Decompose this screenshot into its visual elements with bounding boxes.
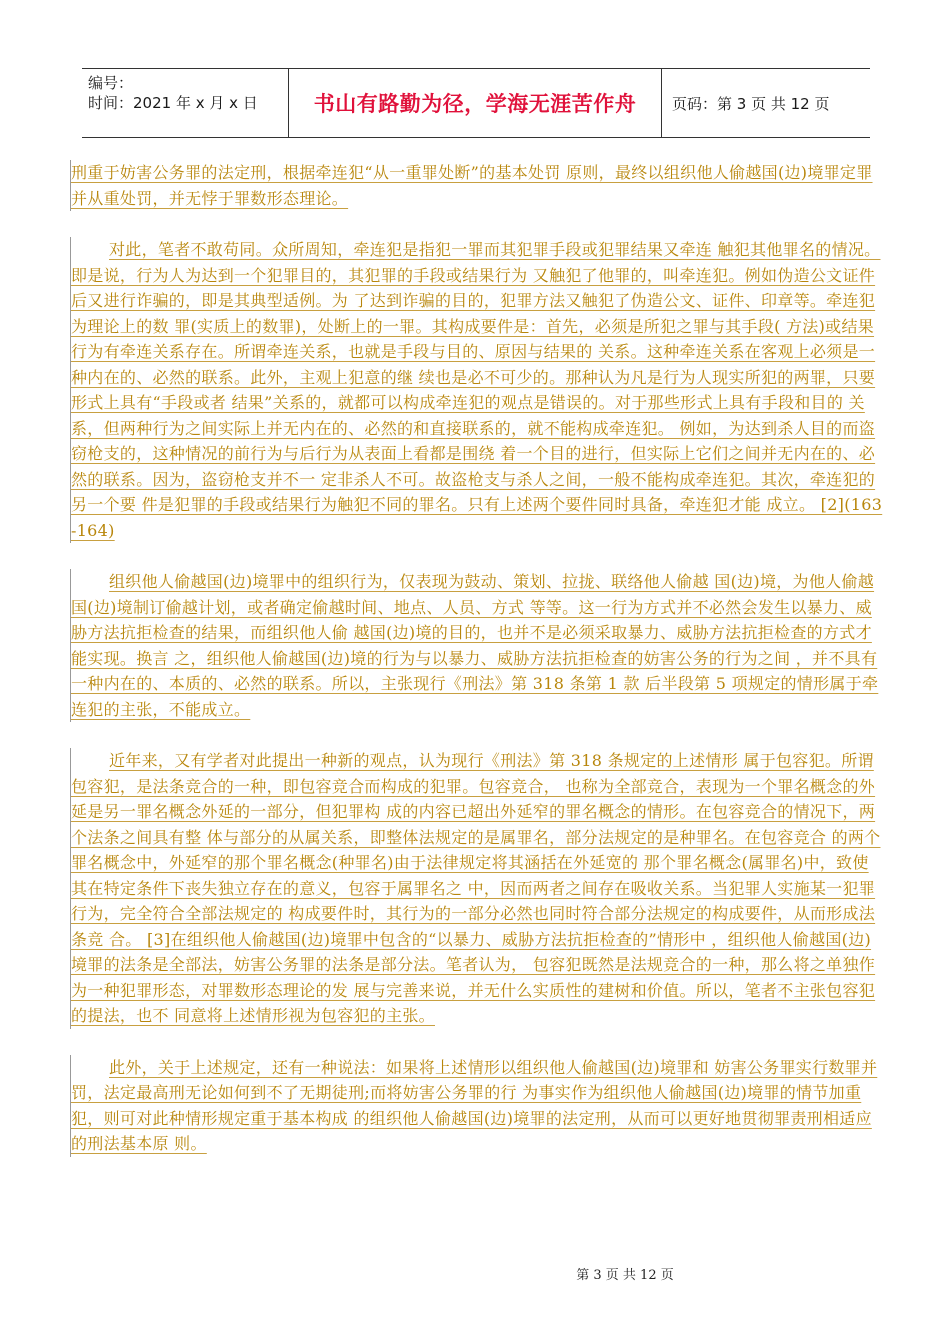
number-label: 编号： [88,74,134,92]
header-motto-cell [289,69,662,137]
header-meta [82,69,289,137]
paragraph-3 [70,569,884,722]
paragraph-text: 近年来，又有学者对此提出一种新的观点，认为现行《刑法》第 318 条规定的上述情形 属于包容犯。所谓包容犯，是法条竞合的一种，即包容竞合而构成的犯罪。包容竞合， 也称为全部竞合，表现为一个罪名概念的外延是另一罪名概念外延的一部分，但犯罪构 成的内容已超出外延窄的罪名概念的情形。在包容竞合的情况下，两个法条之间具有整 体与部分的从属关系，即整体法规定的是属罪名，部分法规定的是种罪名。在包容竞合 的两个罪名概念中，外延窄的那个罪名概念(种罪名)由于法律规定将其涵括在外延宽的 那个罪名概念(属罪名)中，致使其在特定条件下丧失独立存在的意义，包容于属罪名之 中，因而两者之间存在吸收关系。当犯罪人实施某一犯罪行为，完全符合全部法规定的 构成要件时，其行为的一部分必然也同时符合部分法规定的构成要件，从而形成法条竞 合。 [3]在组织他人偷越国(边)境罪中包含的“以暴力、威胁方法抗拒检查的”情形中 ，组织他人偷越国(边)境罪的法条是全部法，妨害公务罪的法条是部分法。笔者认为， 包容犯既然是法规竞合的一种，那么将之单独作为一种犯罪形态，对罪数形态理论的发 展与完善来说，并无什么实质性的建树和价值。所以，笔者不主张包容犯的提法，也不 同意将上述情形视为包容犯的主张。 [71,751,881,1025]
page-info-text: 页码：第 3 页 共 12 页 [672,94,830,113]
paragraph-1 [70,160,884,211]
header-page-info [662,69,870,137]
paragraph-text: 组织他人偷越国(边)境罪中的组织行为，仅表现为鼓动、策划、拉拢、联络他人偷越 国(边)境，为他人偷越国(边)境制订偷越计划，或者确定偷越时间、地点、人员、方式 等等。这一行为方式并不必然会发生以暴力、威胁方法抗拒检查的结果，而组织他人偷 越国(边)境的目的，也并不是必须采取暴力、威胁方法抗拒检查的方式才能实现。换言 之，组织他人偷越国(边)境的行为与以暴力、威胁方法抗拒检查的妨害公务的行为之间 ，并不具有一种内在的、本质的、必然的联系。所以，主张现行《刑法》第 318 条第 1 款 后半段第 5 项规定的情形属于牵连犯的主张，不能成立。 [71,572,879,719]
paragraph-5 [70,1055,884,1157]
paragraph-text: 此外，关于上述规定，还有一种说法：如果将上述情形以组织他人偷越国(边)境罪和 妨害公务罪实行数罪并罚，法定最高刑无论如何到不了无期徒刑;而将妨害公务罪的行 为事实作为组织他人偷越国(边)境罪的情节加重犯，则可对此种情形规定重于基本构成 的组织他人偷越国(边)境罪的法定刑，从而可以更好地贯彻罪责刑相适应的刑法基本原 则。 [71,1057,878,1153]
paragraph-2 [70,237,884,543]
document-body [70,160,884,1183]
page-header [82,68,870,138]
paragraph-4 [70,748,884,1029]
motto-text: 书山有路勤为径，学海无涯苦作舟 [313,92,637,116]
paragraph-text: 刑重于妨害公务罪的法定刑，根据牵连犯“从一重罪处断”的基本处罚 原则，最终以组织他人偷越国(边)境罪定罪并从重处罚，并无悖于罪数形态理论。 [71,163,873,208]
page-footer [0,1264,950,1283]
footer-page-number: 第 3 页 共 12 页 [576,1268,674,1283]
paragraph-text: 对此，笔者不敢苟同。众所周知，牵连犯是指犯一罪而其犯罪手段或犯罪结果又牵连 触犯其他罪名的情况。即是说，行为人为达到一个犯罪目的，其犯罪的手段或结果行为 又触犯了他罪的，叫牵连犯。例如伪造公文证件后又进行诈骗的，即是其典型适例。为 了达到诈骗的目的，犯罪方法又触犯了伪造公文、证件、印章等。牵连犯为理论上的数 罪(实质上的数罪)，处断上的一罪。其构成要件是：首先，必须是所犯之罪与其手段( 方法)或结果行为有牵连关系存在。所谓牵连关系，也就是手段与目的、原因与结果的 关系。这种牵连关系在客观上必须是一种内在的、必然的联系。此外，主观上犯意的继 续也是必不可少的。那种认为凡是行为人现实所犯的两罪，只要形式上具有“手段或者 结果”关系的，就都可以构成牵连犯的观点是错误的。对于那些形式上具有手段和目的 关系，但两种行为之间实际上并无内在的、必然的和直接联系的，就不能构成牵连犯。 例如，为达到杀人目的而盗窃枪支的，这种情况的前行为与后行为从表面上看都是围绕 着一个目的进行，但实际上它们之间并无内在的、必然的联系。因为，盗窃枪支并不一 定非杀人不可。故盗枪支与杀人之间，一般不能构成牵连犯。其次，牵连犯的另一个要 件是犯罪的手段或结果行为触犯不同的罪名。只有上述两个要件同时具备，牵连犯才能 成立。 [2](163-164) [71,240,883,540]
time-label: 时间：2021 年 x 月 x 日 [88,94,258,112]
